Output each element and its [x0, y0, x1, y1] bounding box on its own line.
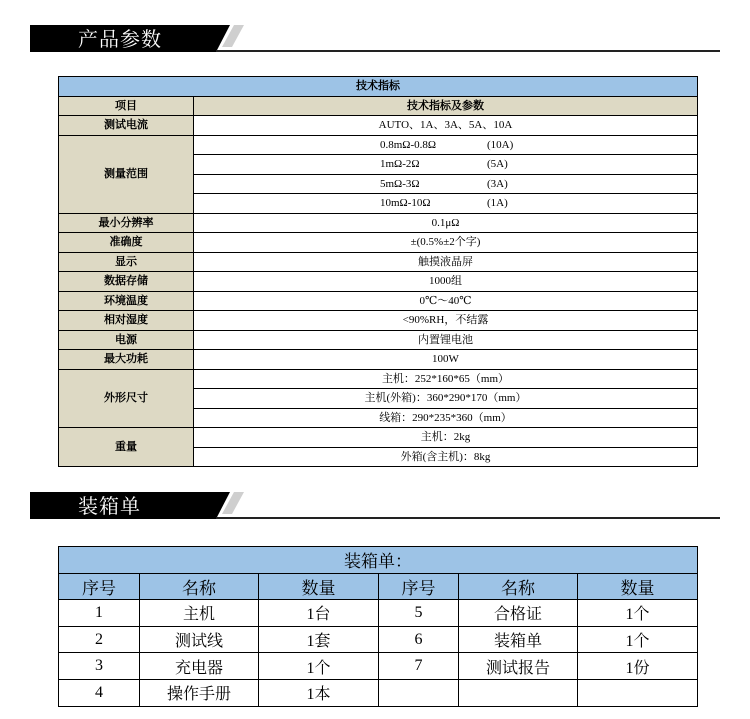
row-label-weight: 重量 [59, 428, 194, 467]
row-label-max-power: 最大功耗 [59, 350, 194, 370]
row-value-display: 触摸液晶屏 [194, 252, 698, 272]
range-current: (10A) [487, 138, 514, 151]
column-header-no: 序号 [59, 573, 140, 600]
item-no: 5 [379, 600, 459, 627]
empty-cell [379, 679, 459, 706]
table-row [59, 653, 698, 680]
column-header-qty: 数量 [259, 573, 379, 600]
item-qty: 1本 [259, 679, 379, 706]
range-value: 5mΩ-3Ω [380, 177, 420, 190]
item-no: 2 [59, 626, 140, 653]
row-value-range [194, 135, 698, 155]
row-value-range [194, 155, 698, 175]
range-value: 1mΩ-2Ω [380, 158, 420, 171]
range-value: 10mΩ-10Ω [380, 197, 431, 210]
row-value-range [194, 194, 698, 214]
range-entry [194, 177, 697, 191]
range-entry [194, 157, 697, 171]
table-row [59, 116, 698, 136]
item-name: 合格证 [459, 600, 578, 627]
item-qty: 1份 [578, 653, 698, 680]
item-name: 测试线 [140, 626, 259, 653]
table-row [59, 213, 698, 233]
section-header-product-params [30, 25, 720, 53]
column-header-item: 项目 [59, 96, 194, 116]
item-qty: 1个 [578, 626, 698, 653]
item-qty: 1套 [259, 626, 379, 653]
column-header-name: 名称 [459, 573, 578, 600]
packing-table [58, 546, 698, 707]
column-header-name: 名称 [140, 573, 259, 600]
item-name: 测试报告 [459, 653, 578, 680]
row-value-resolution: 0.1μΩ [194, 213, 698, 233]
row-label-test-current: 测试电流 [59, 116, 194, 136]
row-value-max-power: 100W [194, 350, 698, 370]
section-title: 装箱单 [78, 494, 141, 518]
range-current: (1A) [487, 197, 508, 210]
table-row [59, 311, 698, 331]
table-caption-row [59, 77, 698, 97]
row-value-dimensions: 主机：252*160*65（mm） [194, 369, 698, 389]
row-value-dimensions: 主机(外箱)：360*290*170（mm） [194, 389, 698, 409]
row-label-accuracy: 准确度 [59, 233, 194, 253]
table-row [59, 252, 698, 272]
row-label-display: 显示 [59, 252, 194, 272]
section-header-packing-list [30, 492, 720, 520]
table-row [59, 330, 698, 350]
item-qty: 1台 [259, 600, 379, 627]
range-entry [194, 138, 697, 152]
row-value-range [194, 174, 698, 194]
table-row [59, 369, 698, 389]
column-header-qty: 数量 [578, 573, 698, 600]
row-value-accuracy: ±(0.5%±2个字) [194, 233, 698, 253]
table-row [59, 600, 698, 627]
table-row [59, 626, 698, 653]
range-current: (5A) [487, 158, 508, 171]
table-row [59, 135, 698, 155]
table-row [59, 350, 698, 370]
section-divider-line [216, 517, 720, 519]
column-header-no: 序号 [379, 573, 459, 600]
table-header-row [59, 96, 698, 116]
row-value-humidity: <90%RH，不结露 [194, 311, 698, 331]
item-no: 1 [59, 600, 140, 627]
row-value-temperature: 0℃～40℃ [194, 291, 698, 311]
table-row [59, 428, 698, 448]
empty-cell [578, 679, 698, 706]
column-header-value: 技术指标及参数 [194, 96, 698, 116]
packing-title-row [59, 547, 698, 574]
item-name: 主机 [140, 600, 259, 627]
section-title: 产品参数 [78, 27, 162, 51]
row-label-storage: 数据存储 [59, 272, 194, 292]
row-label-temperature: 环境温度 [59, 291, 194, 311]
item-no: 3 [59, 653, 140, 680]
range-current: (3A) [487, 177, 508, 190]
item-name: 装箱单 [459, 626, 578, 653]
table-row [59, 679, 698, 706]
empty-cell [459, 679, 578, 706]
item-qty: 1个 [259, 653, 379, 680]
row-value-weight: 主机：2kg [194, 428, 698, 448]
row-value-test-current: AUTO、1A、3A、5A、10A [194, 116, 698, 136]
packing-header-row [59, 573, 698, 600]
table-row [59, 272, 698, 292]
item-no: 4 [59, 679, 140, 706]
item-name: 操作手册 [140, 679, 259, 706]
item-name: 充电器 [140, 653, 259, 680]
row-label-resolution: 最小分辨率 [59, 213, 194, 233]
table-row [59, 233, 698, 253]
row-label-measure-range: 测量范围 [59, 135, 194, 213]
range-value: 0.8mΩ-0.8Ω [380, 138, 437, 151]
table-row [59, 291, 698, 311]
item-no: 6 [379, 626, 459, 653]
packing-table-title: 装箱单： [59, 547, 698, 574]
row-label-dimensions: 外形尺寸 [59, 369, 194, 428]
row-value-storage: 1000组 [194, 272, 698, 292]
item-no: 7 [379, 653, 459, 680]
row-value-power: 内置锂电池 [194, 330, 698, 350]
row-label-power: 电源 [59, 330, 194, 350]
row-label-humidity: 相对湿度 [59, 311, 194, 331]
range-entry [194, 196, 697, 210]
row-value-dimensions: 线箱：290*235*360（mm） [194, 408, 698, 428]
item-qty: 1个 [578, 600, 698, 627]
spec-table [58, 76, 698, 467]
spec-table-caption: 技术指标 [59, 77, 698, 97]
row-value-weight: 外箱(含主机)：8kg [194, 447, 698, 467]
section-divider-line [216, 50, 720, 52]
